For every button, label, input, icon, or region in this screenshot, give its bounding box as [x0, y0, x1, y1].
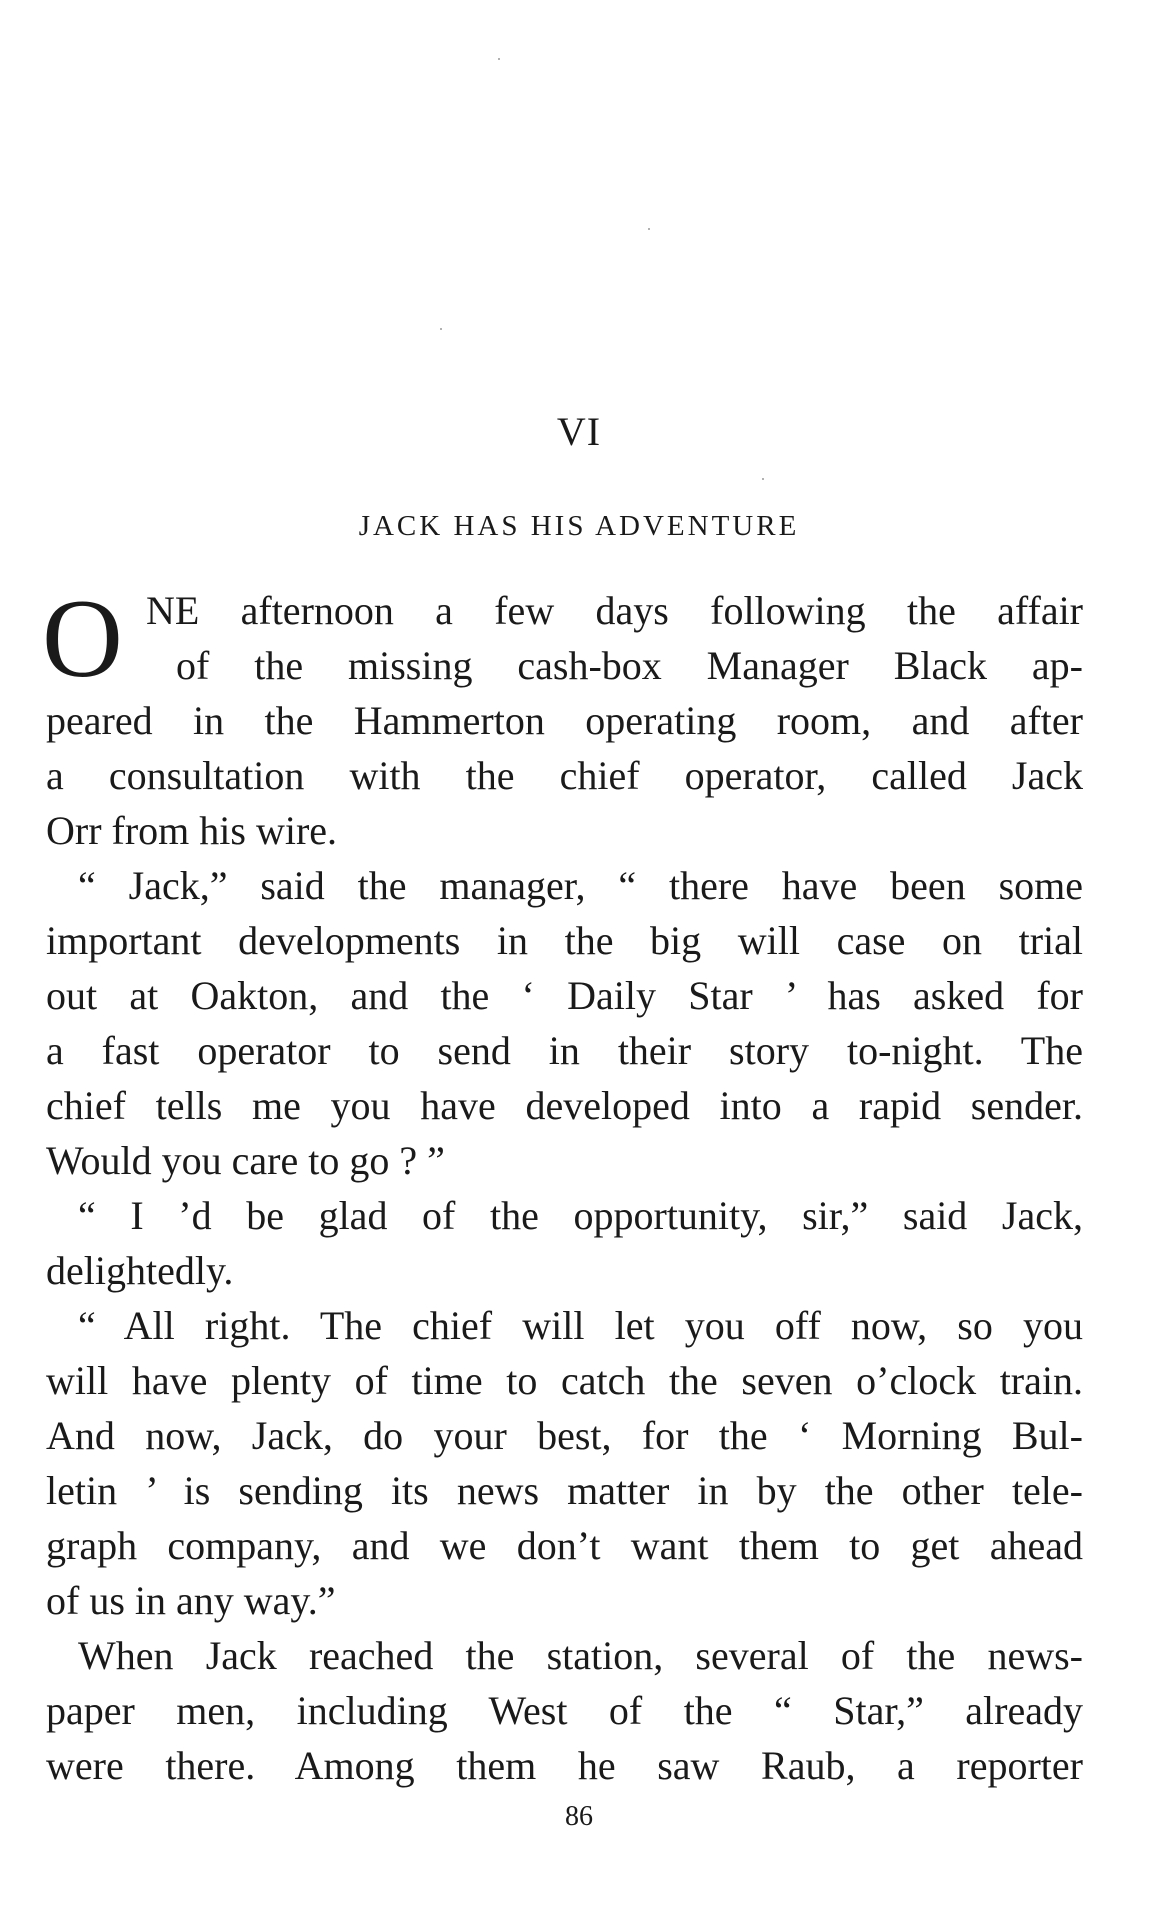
text-line: out at Oakton, and the ‘ Daily Star ’ has asked for: [46, 973, 1083, 1018]
text-line: of us in any way.”: [46, 1578, 336, 1623]
paragraph: [46, 1188, 1083, 1298]
text-line: chief tells me you have developed into a rapid sender.: [46, 1083, 1083, 1128]
chapter-number: VI: [556, 409, 602, 454]
paper-speck: [648, 228, 650, 230]
text-line: “ I ’d be glad of the opportunity, sir,” said Jack,: [78, 1193, 1083, 1238]
text-line: a consultation with the chief operator, called Jack: [46, 753, 1083, 798]
paragraph: [46, 1628, 1083, 1793]
text-line: peared in the Hammerton operating room, and after: [46, 698, 1083, 743]
text-line: paper men, including West of the “ Star,” already: [46, 1688, 1083, 1733]
text-line: a fast operator to send in their story to-night. The: [46, 1028, 1083, 1073]
text-line: graph company, and we don’t want them to get ahead: [46, 1523, 1083, 1568]
chapter-body: [42, 577, 1083, 1793]
text-line: letin ’ is sending its news matter in by the other tele-: [46, 1468, 1083, 1513]
text-line: delightedly.: [46, 1248, 234, 1293]
text-line: Orr from his wire.: [46, 808, 338, 853]
paragraph: [42, 577, 1083, 858]
paper-speck: [440, 328, 442, 330]
text-line: “ Jack,” said the manager, “ there have been some: [78, 863, 1083, 908]
drop-cap: O: [42, 577, 123, 701]
page-number: 86: [565, 1801, 593, 1832]
text-line: “ All right. The chief will let you off now, so you: [78, 1303, 1083, 1348]
text-line: NE afternoon a few days following the affair: [146, 588, 1083, 633]
paragraph: [46, 1298, 1083, 1628]
chapter-title: JACK HAS HIS ADVENTURE: [358, 510, 800, 542]
text-line: When Jack reached the station, several of the news-: [78, 1633, 1083, 1678]
text-line: will have plenty of time to catch the seven o’clock train.: [46, 1358, 1083, 1403]
text-line: of the missing cash-box Manager Black ap-: [176, 643, 1083, 688]
paragraph: [46, 858, 1083, 1188]
paper-speck: [762, 478, 764, 480]
text-line: were there. Among them he saw Raub, a reporter: [46, 1743, 1083, 1788]
text-line: important developments in the big will case on trial: [46, 918, 1083, 963]
text-line: And now, Jack, do your best, for the ‘ Morning Bul-: [46, 1413, 1083, 1458]
text-line: Would you care to go ? ”: [46, 1138, 445, 1183]
paper-speck: [498, 58, 500, 60]
